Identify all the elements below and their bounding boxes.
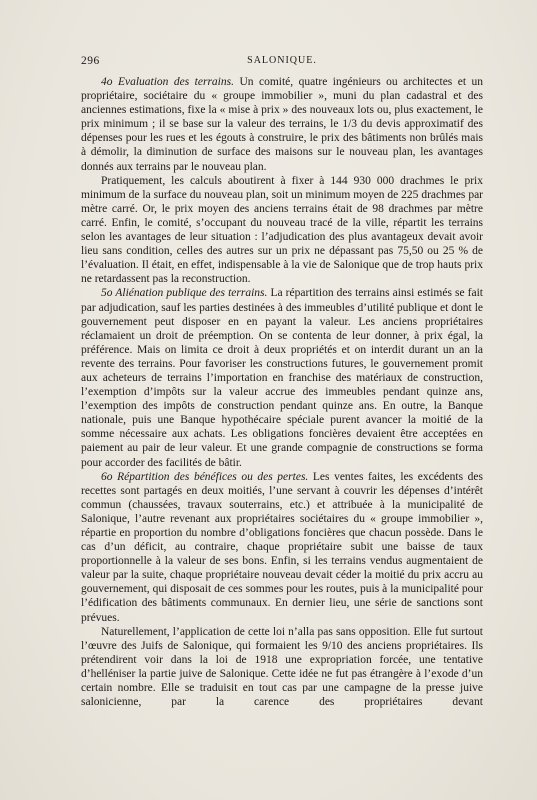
paragraph-text: Un comité, quatre ingénieurs ou architectes et un propriétaire, sociétaire du « groupe immobilier », muni du plan cadastral et des anciennes estimations, fixe la « mise à prix » des nouveaux lots ou, plus exactement, le prix minimum ; il se base sur la valeur des terrains, le 1/3 du devis approximatif des dépenses pour les rues et les égouts à construire, le prix des bâtiments non brûlés mais à démolir, la diminution de surface des maisons sur le nouveau plan, les avantages donnés aux terrains par le nouveau plan. bbox=[81, 76, 483, 173]
running-head bbox=[81, 55, 483, 71]
paragraph-repartition bbox=[81, 470, 483, 625]
running-title: SALONIQUE. bbox=[247, 55, 317, 66]
body-text bbox=[81, 75, 483, 709]
paragraph-alienation bbox=[81, 286, 483, 469]
paragraph-text: Pratiquement, les calculs aboutirent à fixer à 144 930 000 drachmes le prix minimum de la surface du nouveau plan, soit un minimum moyen de 225 drachmes par mètre carré. Or, le prix moyen des anciens terrains était de 98 drachmes par mètre carré. Enfin, le comité, s’occupant du nouveau tracé de la ville, répartit les terrains selon les avantages de leur situation : l’adjudication des plus avantageux devait avoir lieu sans condition, celles des autres sur un prix ne dépassant pas 75,50 ou 25 % de l’évaluation. Il était, en effet, indispensable à la vie de Salonique que de trop hauts prix ne retardassent pas la reconstruction. bbox=[81, 174, 483, 286]
paragraph-text: La répartition des terrains ainsi estimés se fait par adjudication, sauf les parties destinées à des immeubles d’utilité publique et dont le gouvernement peut disposer en en payant la valeur. Les anciens propriétaires réclamaient un droit de préemption. On se contenta de leur donner, à prix égal, la préférence. Mais on limita ce droit à deux propriétés et on interdit durant un an la revente des terrains. Pour favoriser les constructions futures, le gouvernement promit aux acheteurs de terrains l’importation en franchise des matériaux de construction, l’exemption d’impôts sur la valeur accrue des immeubles pendant quinze ans, l’exemption des impôts de construction pendant quinze ans. En outre, la Banque nationale, puis une Banque hypothécaire spéciale purent avancer la moitié de la somme nécessaire aux achats. Les obligations foncières devaient être acceptées en paiement au pair de leur valeur. Et une grande compagnie de constructions se forma pour accorder des facilités de bâtir. bbox=[81, 287, 483, 469]
section-heading: 6o Répartition des bénéfices ou des pertes. bbox=[101, 470, 309, 483]
paragraph-naturellement bbox=[81, 625, 483, 710]
section-heading: 5o Aliénation publique des terrains. bbox=[101, 287, 268, 300]
paragraph-text: Les ventes faites, les excédents des recettes sont partagés en deux moitiés, l’une servant à couvrir les dépenses d’intérêt commun (chaussées, travaux souterrains, etc.) et attribuée à la municipalité de Salonique, l’autre revenant aux propriétaires sociétaires du « groupe immobilier », répartie en proportion du nombre d’obligations foncières que chacun possède. Dans le cas d’un déficit, au contraire, chaque propriétaire subit une baisse de taux proportionnelle à la valeur de ses bons. Enfin, si les terrains vendus augmentaient de valeur par la suite, chaque propriétaire nouveau devait céder la moitié du prix accru au gouvernement, qui disposait de ces sommes pour les routes, puis à la municipalité pour l’édification des bâtiments communaux. En dernier lieu, une série de sanctions sont prévues. bbox=[81, 470, 483, 624]
paragraph-evaluation bbox=[81, 75, 483, 174]
paragraph-pratiquement bbox=[81, 174, 483, 287]
page-number: 296 bbox=[81, 55, 100, 67]
section-heading: 4o Evaluation des terrains. bbox=[101, 76, 234, 88]
paragraph-text: Naturellement, l’application de cette loi n’alla pas sans opposition. Elle fut surtout l’œuvre des Juifs de Salonique, qui formaient les 9/10 des anciens propriétaires. Ils prétendirent voir dans la loi de 1918 une expropriation forcée, une tentative d’helléniser la partie juive de Salonique. Cette idée ne fut pas étrangère à l’exode d’un certain nombre. Elle se traduisit en tout cas par une campagne de la presse juive salonicienne, par la carence des propriétaires devant bbox=[81, 625, 483, 709]
